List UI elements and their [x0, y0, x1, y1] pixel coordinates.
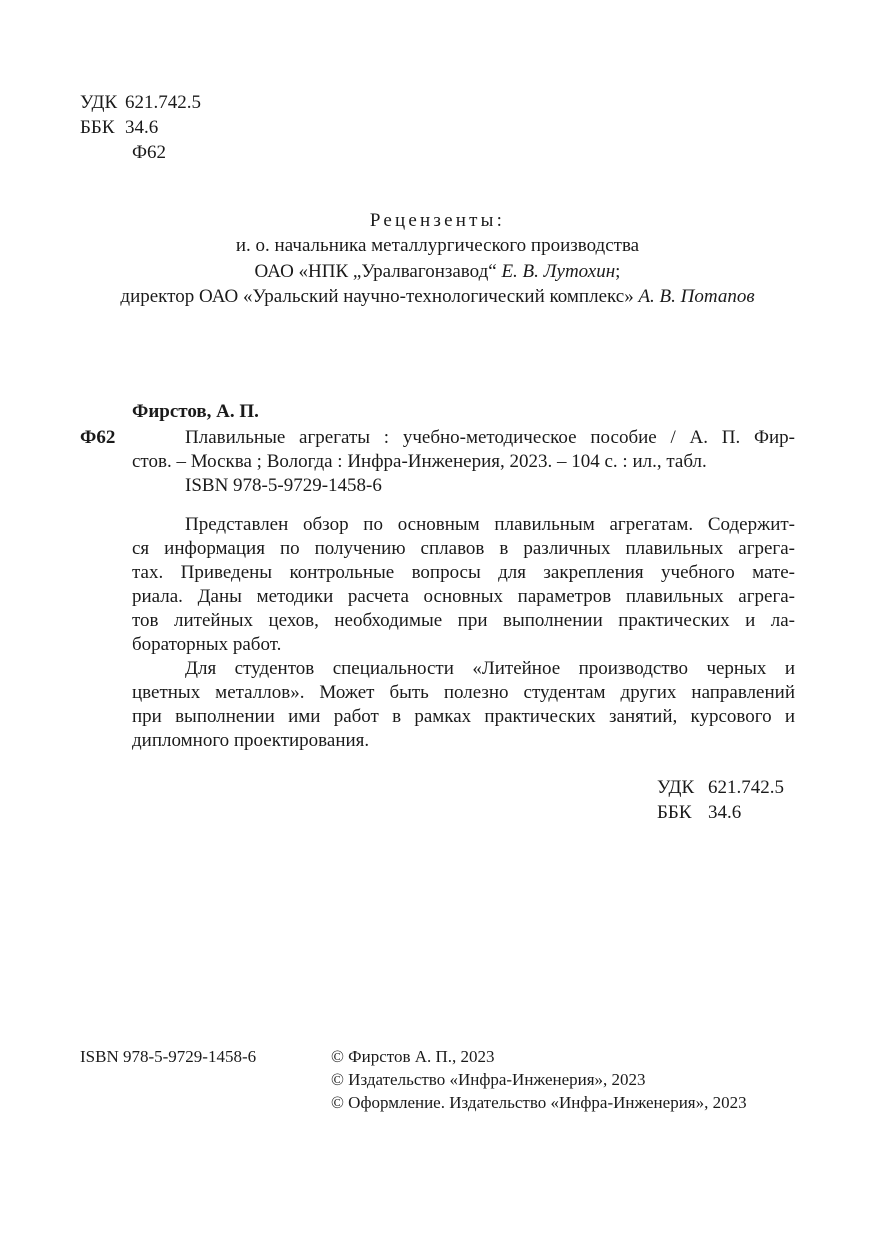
abstract-p1-line: ся информация по получению сплавов в различных плавильных агрега- [132, 538, 795, 559]
abstract-p2-line: при выполнении ими работ в рамках практических занятий, курсового и [132, 706, 795, 727]
udk-value-top: 621.742.5 [125, 92, 201, 113]
bbk-label-top: ББК [80, 117, 115, 138]
abstract-p2-line: Для студентов специальности «Литейное производство черных и [185, 658, 795, 679]
abstract-p2-line: цветных металлов». Может быть полезно студентам других направлений [132, 682, 795, 703]
catalog-desc-line-1: Плавильные агрегаты : учебно-методическое пособие / А. П. Фир- [185, 427, 795, 448]
footer-isbn: ISBN 978-5-9729-1458-6 [80, 1047, 257, 1066]
reviewer-line-1: и. о. начальника металлургического производства [235, 235, 640, 257]
catalog-mark: Ф62 [80, 427, 116, 448]
reviewer-name-2: А. В. Потапов [638, 285, 755, 307]
reviewers-block [0, 208, 875, 309]
footer-copyrights [331, 1045, 747, 1114]
reviewer-org-1: ОАО «НПК „Уралвагонзавод“ [254, 260, 502, 282]
copyright-publisher: © Издательство «Инфра-Инженерия», 2023 [331, 1070, 646, 1089]
catalog-isbn: ISBN 978-5-9729-1458-6 [185, 475, 382, 496]
copyright-author: © Фирстов А. П., 2023 [331, 1047, 495, 1066]
udk-label-bottom: УДК [657, 777, 695, 798]
catalog-desc-line-2: стов. – Москва ; Вологда : Инфра-Инженерия, 2023. – 104 с. : ил., табл. [132, 451, 707, 472]
bbk-value-bottom: 34.6 [708, 802, 742, 823]
bbk-value-top: 34.6 [125, 117, 159, 138]
reviewer-line-2 [0, 259, 875, 284]
reviewer-org-2: директор ОАО «Уральский научно-технологический комплекс» [120, 285, 639, 307]
abstract-p2-line: дипломного проектирования. [132, 730, 370, 751]
abstract [132, 513, 795, 753]
reviewer-line-3 [0, 284, 875, 309]
bbk-label-bottom: ББК [657, 802, 692, 823]
catalog-description [132, 426, 795, 498]
reviewers-heading: Рецензенты: [369, 210, 506, 231]
reviewer-name-1: Е. В. Лутохин [501, 260, 616, 282]
abstract-p1-line: тах. Приведены контрольные вопросы для закрепления учебного мате- [132, 562, 795, 583]
reviewer-sep: ; [615, 260, 621, 282]
catalog-author: Фирстов, А. П. [132, 401, 259, 422]
abstract-p1-line: Представлен обзор по основным плавильным агрегатам. Содержит- [185, 514, 795, 535]
author-mark-top: Ф62 [132, 142, 167, 163]
abstract-p1-line: бораторных работ. [132, 634, 282, 655]
abstract-p1-line: тов литейных цехов, необходимые при выполнении практических и ла- [132, 610, 795, 631]
udk-label-top: УДК [80, 92, 118, 113]
copyright-design: © Оформление. Издательство «Инфра-Инженерия», 2023 [331, 1093, 747, 1112]
udk-value-bottom: 621.742.5 [708, 777, 784, 798]
abstract-p1-line: риала. Даны методики расчета основных параметров плавильных агрега- [132, 586, 795, 607]
